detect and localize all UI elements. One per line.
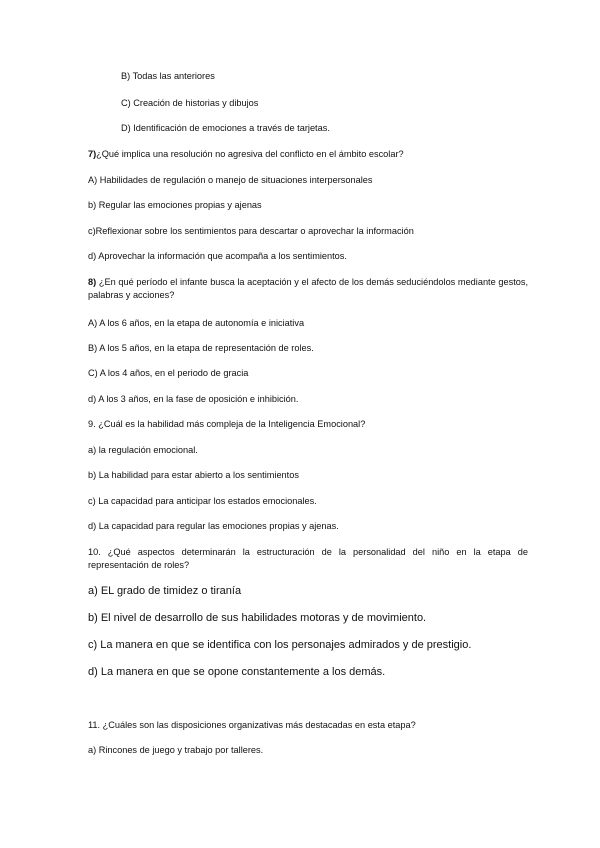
question-8-text: ¿En qué período el infante busca la aceptación y el afecto de los demás seduciéndolos mediante gestos, palabras y acciones? xyxy=(88,277,528,300)
question-8-option-c: C) A los 4 años, en el periodo de gracia xyxy=(88,368,249,378)
question-11-option-a: a) Rincones de juego y trabajo por talleres. xyxy=(88,745,264,755)
q6-option-b: B) Todas las anteriores xyxy=(121,71,215,81)
question-7-number: 7) xyxy=(88,149,97,159)
question-7-option-c: c)Reflexionar sobre los sentimientos para descartar o aprovechar la información xyxy=(88,226,414,236)
question-8-option-a: A) A los 6 años, en la etapa de autonomía e iniciativa xyxy=(88,318,305,328)
question-7-option-b: b) Regular las emociones propias y ajenas xyxy=(88,200,262,210)
question-10-option-c: c) La manera en que se identifica con los personajes admirados y de prestigio. xyxy=(88,639,472,651)
question-7-text: ¿Qué implica una resolución no agresiva del conflicto en el ámbito escolar? xyxy=(96,149,404,159)
question-7 xyxy=(88,148,528,161)
question-10-option-b: b) El nivel de desarrollo de sus habilidades motoras y de movimiento. xyxy=(88,612,427,624)
question-9-option-a: a) la regulación emocional. xyxy=(88,445,198,455)
question-7-option-d: d) Aprovechar la información que acompaña a los sentimientos. xyxy=(88,251,347,261)
question-10-option-a: a) EL grado de timidez o tiranía xyxy=(88,585,242,597)
question-10: 10. ¿Qué aspectos determinarán la estructuración de la personalidad del niño en la etapa de representación de roles? xyxy=(88,547,528,570)
question-8-number: 8) xyxy=(88,277,97,287)
question-8 xyxy=(88,276,528,302)
q6-option-c: C) Creación de historias y dibujos xyxy=(121,98,259,108)
question-7-option-a: A) Habilidades de regulación o manejo de situaciones interpersonales xyxy=(88,175,373,185)
question-8-option-b: B) A los 5 años, en la etapa de representación de roles. xyxy=(88,343,314,353)
question-9: 9. ¿Cuál es la habilidad más compleja de la Inteligencia Emocional? xyxy=(88,419,366,429)
question-9-option-c: c) La capacidad para anticipar los estados emocionales. xyxy=(88,496,317,506)
question-9-option-b: b) La habilidad para estar abierto a los sentimientos xyxy=(88,470,299,480)
question-10-option-d: d) La manera en que se opone constantemente a los demás. xyxy=(88,666,386,678)
question-9-option-d: d) La capacidad para regular las emociones propias y ajenas. xyxy=(88,521,339,531)
question-11: 11. ¿Cuáles son las disposiciones organizativas más destacadas en esta etapa? xyxy=(88,720,416,730)
question-8-option-d: d) A los 3 años, en la fase de oposición e inhibición. xyxy=(88,394,299,404)
q6-option-d: D) Identificación de emociones a través de tarjetas. xyxy=(121,123,330,133)
